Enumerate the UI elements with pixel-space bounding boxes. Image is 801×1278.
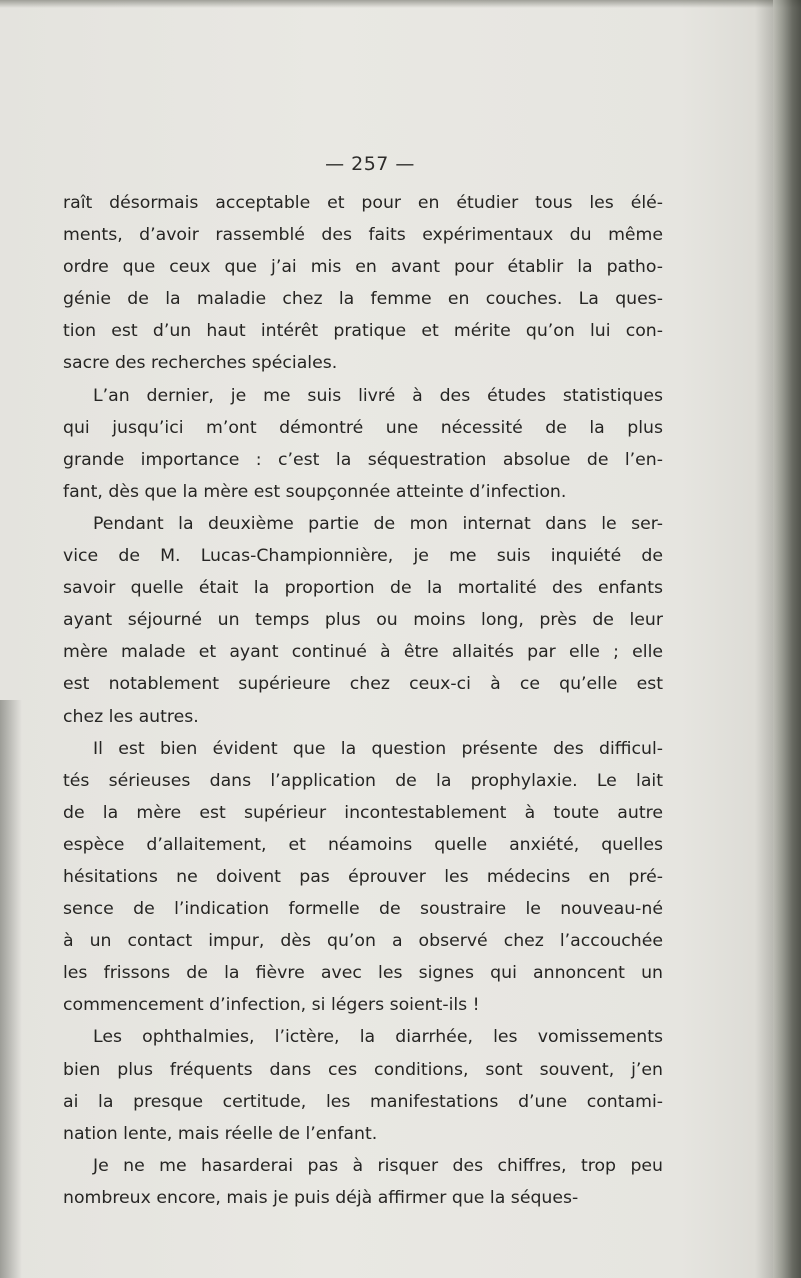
text-line: sacre des recherches spéciales.: [63, 353, 338, 374]
paragraph: [63, 508, 663, 733]
text-line: ments, d’avoir rassemblé des faits expérimentaux du même: [63, 225, 663, 246]
text-line: ayant séjourné un temps plus ou moins long, près de leur: [63, 610, 663, 631]
text-line: grande importance : c’est la séquestration absolue de l’en-: [63, 449, 663, 470]
text-line: tés sérieuses dans l’application de la prophylaxie. Le lait: [63, 770, 663, 791]
page-number: — 257 —: [325, 153, 415, 175]
text-line: nombreux encore, mais je puis déjà affirmer que la séques-: [63, 1187, 579, 1208]
text-line: L’an dernier, je me suis livré à des études statistiques: [93, 385, 663, 406]
text-line: chez les autres.: [63, 706, 199, 727]
page-top-edge: [0, 0, 801, 8]
text-line: sence de l’indication formelle de soustraire le nouveau-né: [63, 899, 663, 920]
text-line: commencement d’infection, si légers soient-ils !: [63, 995, 480, 1016]
binding-gutter: [755, 0, 773, 1278]
paragraph: [63, 1021, 663, 1149]
text-line: fant, dès que la mère est soupçonnée atteinte d’infection.: [63, 481, 567, 502]
paragraph: [63, 1150, 663, 1214]
text-line: hésitations ne doivent pas éprouver les médecins en pré-: [63, 866, 663, 887]
text-line: Je ne me hasarderai pas à risquer des chiffres, trop peu: [93, 1155, 663, 1176]
text-line: est notablement supérieure chez ceux-ci à ce qu’elle est: [63, 674, 663, 695]
text-line: nation lente, mais réelle de l’enfant.: [63, 1123, 378, 1144]
paragraph: [63, 733, 663, 1022]
text-line: à un contact impur, dès qu’on a observé chez l’accouchée: [63, 931, 663, 952]
text-line: ordre que ceux que j’ai mis en avant pour établir la patho-: [63, 257, 663, 278]
text-line: ai la presque certitude, les manifestations d’une contami-: [63, 1091, 663, 1112]
text-line: Il est bien évident que la question présente des difficul-: [93, 738, 663, 759]
paragraph: [63, 187, 663, 380]
text-line: bien plus fréquents dans ces conditions, sont souvent, j’en: [63, 1059, 663, 1080]
text-line: qui jusqu’ici m’ont démontré une nécessité de la plus: [63, 417, 663, 438]
text-line: espèce d’allaitement, et néamoins quelle anxiété, quelles: [63, 834, 663, 855]
text-line: les frissons de la fièvre avec les signes qui annoncent un: [63, 963, 663, 984]
body-text: [63, 187, 663, 1214]
text-line: Pendant la deuxième partie de mon internat dans le ser-: [93, 513, 663, 534]
text-line: génie de la maladie chez la femme en couches. La ques-: [63, 289, 663, 310]
text-line: Les ophthalmies, l’ictère, la diarrhée, les vomissements: [93, 1027, 663, 1048]
text-line: de la mère est supérieur incontestablement à toute autre: [63, 802, 663, 823]
text-line: tion est d’un haut intérêt pratique et mérite qu’on lui con-: [63, 321, 663, 342]
text-line: mère malade et ayant continué à être allaités par elle ; elle: [63, 642, 663, 663]
text-line: vice de M. Lucas-Championnière, je me suis inquiété de: [63, 546, 663, 567]
text-line: savoir quelle était la proportion de la mortalité des enfants: [63, 578, 663, 599]
text-line: raît désormais acceptable et pour en étudier tous les élé-: [63, 193, 663, 213]
paragraph: [63, 380, 663, 508]
page-left-shadow: [0, 700, 22, 1278]
book-spine-edge: [773, 0, 801, 1278]
